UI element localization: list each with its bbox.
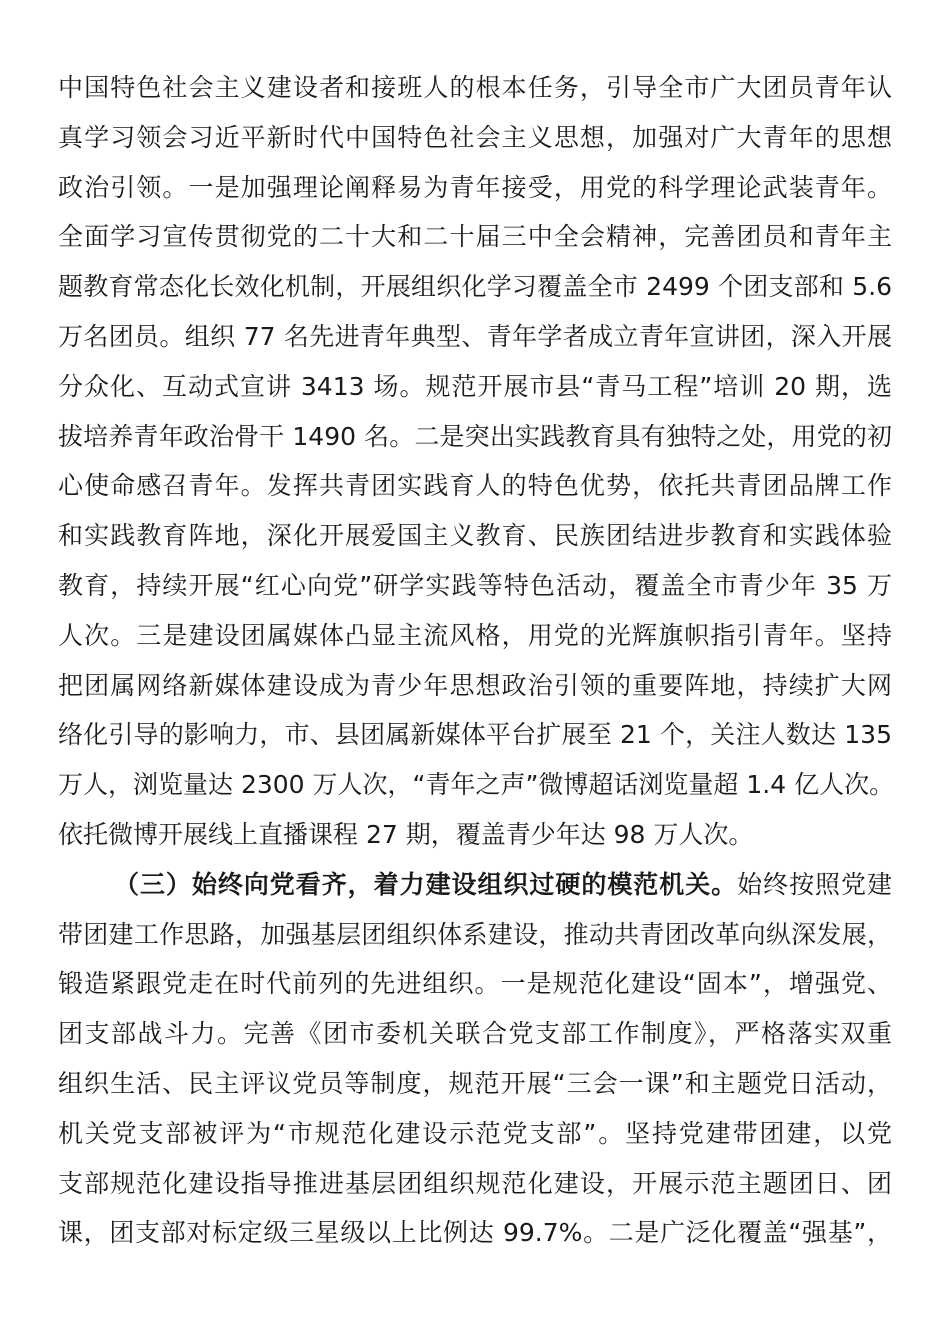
paragraph-2-first-line: [58, 860, 892, 910]
text-line: 机关党支部被评为“市规范化建设示范党支部”。坚持党建带团建，以党: [58, 1118, 892, 1148]
text-line: 分众化、互动式宣讲 3413 场。规范开展市县“青马工程”培训 20 期，选: [58, 371, 892, 401]
document-page: [58, 63, 895, 1258]
text-line: 把团属网络新媒体建设成为青少年思想政治引领的重要阵地，持续扩大网: [58, 670, 892, 700]
text-line: 依托微博开展线上直播课程 27 期，覆盖青少年达 98 万人次。: [58, 819, 754, 849]
text-line: 中国特色社会主义建设者和接班人的根本任务，引导全市广大团员青年认: [58, 73, 892, 102]
text-line: 教育，持续开展“红心向党”研学实践等特色活动，覆盖全市青少年 35 万: [58, 570, 892, 600]
text-line: 万名团员。组织 77 名先进青年典型、青年学者成立青年宣讲团，深入开展: [58, 321, 892, 351]
text-line: 拔培养青年政治骨干 1490 名。二是突出实践教育具有独特之处，用党的初: [58, 421, 892, 451]
text-line: 人次。三是建设团属媒体凸显主流风格，用党的光辉旗帜指引青年。坚持: [58, 620, 892, 650]
section-heading: （三）始终向党看齐，着力建设组织过硬的模范机关。: [114, 869, 738, 899]
text-line: 组织生活、民主评议党员等制度，规范开展“三会一课”和主题党日活动，: [58, 1068, 892, 1098]
paragraph-2: [58, 860, 892, 1258]
text-line: 锻造紧跟党走在时代前列的先进组织。一是规范化建设“固本”，增强党、: [58, 969, 892, 999]
text-line: 题教育常态化长效化机制，开展组织化学习覆盖全市 2499 个团支部和 5.6: [58, 272, 892, 302]
text-line: 和实践教育阵地，深化开展爱国主义教育、民族团结进步教育和实践体验: [58, 521, 892, 551]
text-line: 真学习领会习近平新时代中国特色社会主义思想，加强对广大青年的思想: [58, 122, 892, 152]
text-line: 万人，浏览量达 2300 万人次，“青年之声”微博超话浏览量超 1.4 亿人次。: [58, 770, 895, 800]
text-line: 络化引导的影响力，市、县团属新媒体平台扩展至 21 个，关注人数达 135: [58, 720, 892, 750]
text-line: 团支部战斗力。完善《团市委机关联合党支部工作制度》，严格落实双重: [58, 1019, 892, 1049]
text-run: 始终按照党建: [737, 869, 892, 899]
paragraph-1: [58, 63, 895, 860]
text-line: 政治引领。一是加强理论阐释易为青年接受，用党的科学理论武装青年。: [58, 172, 892, 202]
text-line: 支部规范化建设指导推进基层团组织规范化建设，开展示范主题团日、团: [58, 1168, 892, 1198]
text-line: 课，团支部对标定级三星级以上比例达 99.7%。二是广泛化覆盖“强基”，: [58, 1218, 892, 1248]
text-line: 带团建工作思路，加强基层团组织体系建设，推动共青团改革向纵深发展，: [58, 919, 892, 949]
text-line: 全面学习宣传贯彻党的二十大和二十届三中全会精神，完善团员和青年主: [58, 222, 892, 252]
text-line: 心使命感召青年。发挥共青团实践育人的特色优势，依托共青团品牌工作: [58, 471, 892, 501]
